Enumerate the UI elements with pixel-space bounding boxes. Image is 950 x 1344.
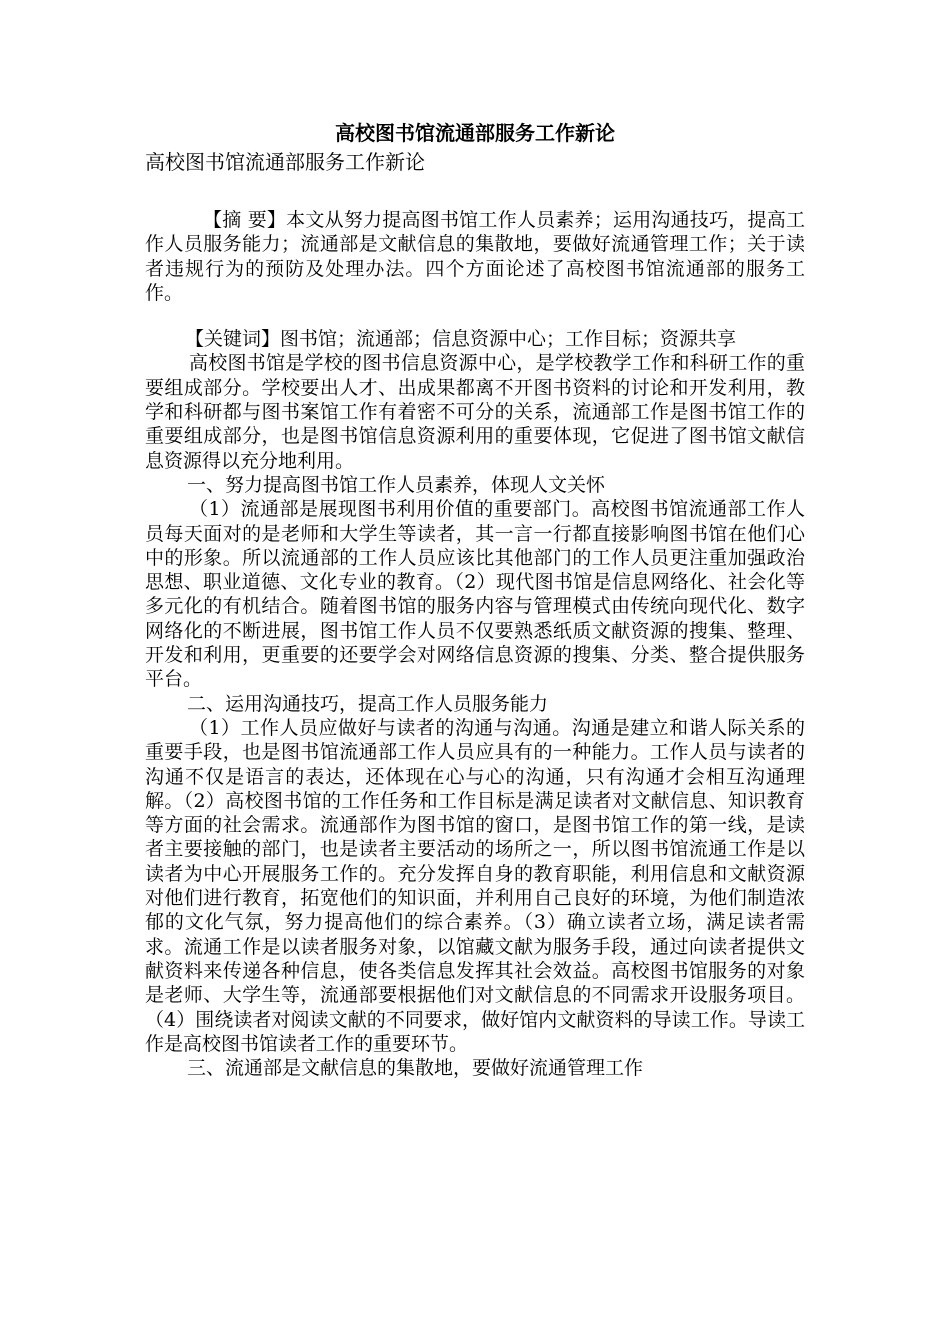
document-page	[145, 118, 805, 1080]
section2-body: （1）工作人员应做好与读者的沟通与沟通。沟通是建立和谐人际关系的重要手段，也是图书馆流通部工作人员应具有的一种能力。工作人员与读者的沟通不仅是语言的表达，还体现在心与心的沟通，只有沟通才会相互沟通理解。（2）高校图书馆的工作任务和工作目标是满足读者对文献信息、知识教育等方面的社会需求。流通部作为图书馆的窗口，是图书馆工作的第一线，是读者主要接触的部门，也是读者主要活动的场所之一，所以图书馆流通工作是以读者为中心开展服务工作的。充分发挥自身的教育职能，利用信息和文献资源对他们进行教育，拓宽他们的知识面，并利用自己良好的环境，为他们制造浓郁的文化气氛，努力提高他们的综合素养。（3）确立读者立场，满足读者需求。流通工作是以读者服务对象，以馆藏文献为服务手段，通过向读者提供文献资料来传递各种信息，使各类信息发挥其社会效益。高校图书馆服务的对象是老师、大学生等，流通部要根据他们对文献信息的不同需求开设服务项目。（4）围绕读者对阅读文献的不同要求，做好馆内文献资料的导读工作。导读工作是高校图书馆读者工作的重要环节。	[145, 716, 805, 1055]
document-subtitle: 高校图书馆流通部服务工作新论	[145, 150, 425, 174]
document-title: 高校图书馆流通部服务工作新论	[335, 121, 615, 145]
section1-heading: 一、努力提高图书馆工作人员素养，体现人文关怀	[187, 473, 606, 496]
intro-paragraph: 高校图书馆是学校的图书信息资源中心，是学校教学工作和科研工作的重要组成部分。学校要出人才、出成果都离不开图书资料的讨论和开发利用，教学和科研都与图书案馆工作有着密不可分的关系，流通部工作是图书馆工作的重要组成部分，也是图书馆信息资源利用的重要体现，它促进了图书馆文献信息资源得以充分地利用。	[145, 352, 805, 472]
section3-heading: 三、流通部是文献信息的集散地，要做好流通管理工作	[187, 1057, 644, 1080]
keywords-paragraph: 【关键词】图书馆；流通部；信息资源中心；工作目标；资源共享	[185, 328, 737, 351]
section2-heading: 二、运用沟通技巧，提高工作人员服务能力	[187, 692, 549, 715]
paragraph-gap	[145, 305, 805, 327]
section1-body: （1）流通部是展现图书利用价值的重要部门。高校图书馆流通部工作人员每天面对的是老师和大学生等读者，其一言一行都直接影响图书馆在他们心中的形象。所以流通部的工作人员应该比其他部门的工作人员更注重加强政治思想、职业道德、文化专业的教育。（2）现代图书馆是信息网络化、社会化等多元化的有机结合。随着图书馆的服务内容与管理模式由传统向现代化、数字网络化的不断进展，图书馆工作人员不仅要熟悉纸质文献资源的搜集、整理、开发和利用，更重要的还要学会对网络信息资源的搜集、分类、整合提供服务平台。	[145, 498, 805, 691]
abstract-paragraph: 【摘 要】本文从努力提高图书馆工作人员素养；运用沟通技巧，提高工作人员服务能力；流通部是文献信息的集散地，要做好流通管理工作；关于读者违规行为的预防及处理办法。四个方面论述了高校图书馆流通部的服务工作。	[145, 209, 805, 304]
